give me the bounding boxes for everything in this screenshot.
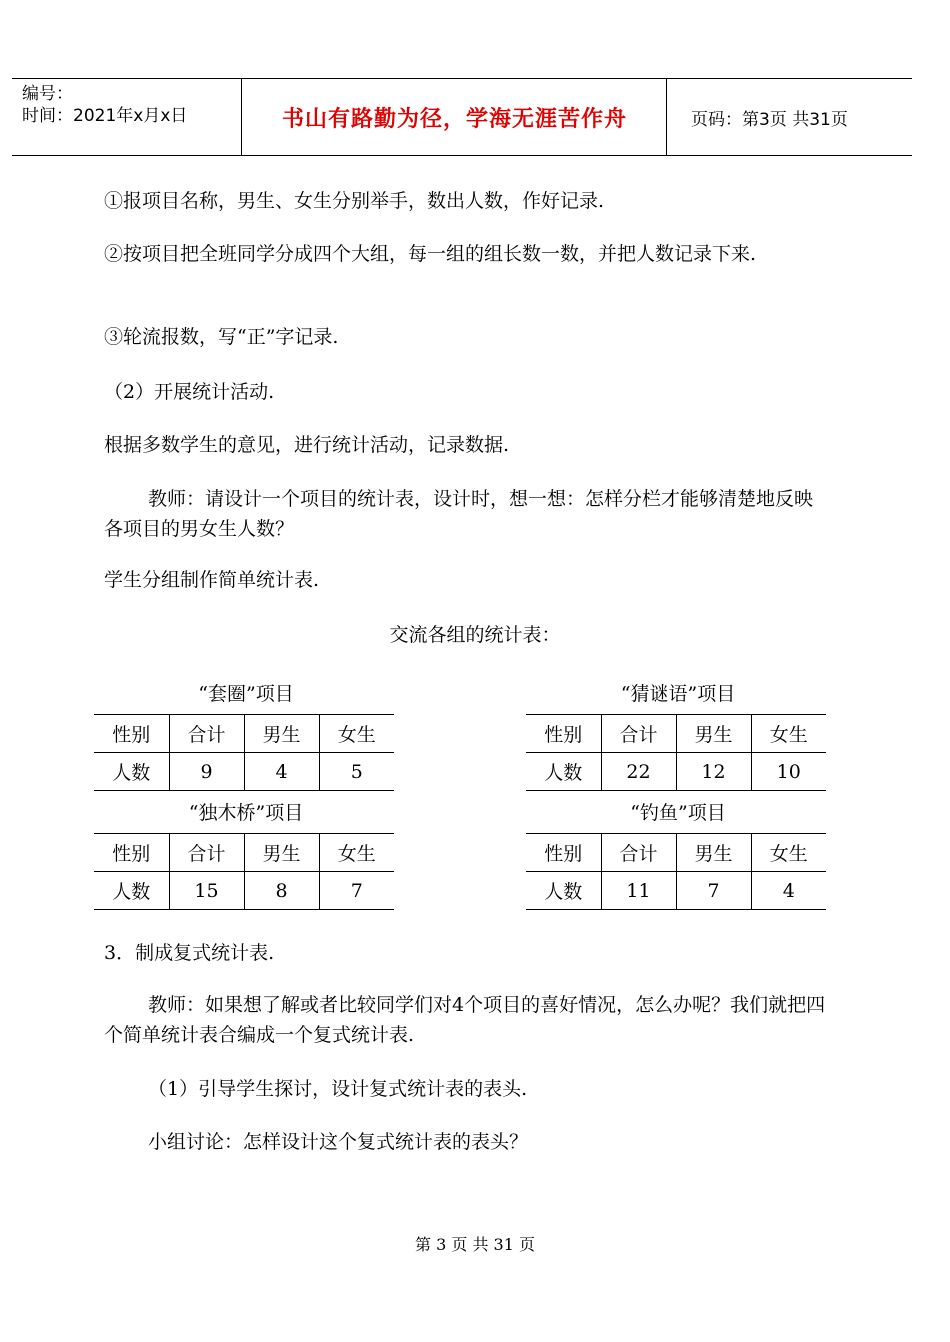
paragraph: 根据多数学生的意见，进行统计活动，记录数据. bbox=[104, 434, 510, 456]
table-cell: 4 bbox=[244, 753, 319, 791]
paragraph: 学生分组制作简单统计表. bbox=[104, 569, 320, 591]
header-meta bbox=[22, 83, 242, 127]
time-label: 时间：2021年x月x日 bbox=[22, 106, 188, 126]
table-cell: 人数 bbox=[94, 872, 169, 910]
table-cell: 性别 bbox=[526, 834, 601, 872]
table-cell: 男生 bbox=[244, 834, 319, 872]
table-cell: 12 bbox=[676, 753, 751, 791]
table-cell: 人数 bbox=[94, 753, 169, 791]
table-caption: “猜谜语”项目 bbox=[620, 683, 736, 705]
section-heading: 3．制成复式统计表. bbox=[104, 942, 275, 964]
table-cell: 合计 bbox=[169, 715, 244, 753]
table-cell: 4 bbox=[751, 872, 826, 910]
table-row bbox=[94, 753, 394, 791]
table-cell: 10 bbox=[751, 753, 826, 791]
table-cell: 女生 bbox=[751, 715, 826, 753]
number-label: 编号： bbox=[22, 84, 73, 104]
table-cell: 7 bbox=[676, 872, 751, 910]
table-cell: 合计 bbox=[601, 715, 676, 753]
table-row bbox=[526, 753, 826, 791]
paragraph: 小组讨论：怎样设计这个复式统计表的表头？ bbox=[148, 1131, 529, 1153]
table-cell: 性别 bbox=[94, 834, 169, 872]
stats-table-ring-toss bbox=[94, 714, 394, 791]
table-cell: 人数 bbox=[526, 872, 601, 910]
paragraph: ③轮流报数，写“正”字记录. bbox=[104, 326, 339, 348]
page-footer: 第 3 页 共 31 页 bbox=[415, 1235, 535, 1254]
table-cell: 7 bbox=[319, 872, 394, 910]
table-cell: 5 bbox=[319, 753, 394, 791]
motto: 书山有路勤为径，学海无涯苦作舟 bbox=[281, 105, 627, 132]
table-header-row bbox=[526, 715, 826, 753]
table-caption: “套圈”项目 bbox=[198, 683, 294, 705]
table-cell: 22 bbox=[601, 753, 676, 791]
page-info: 页码：第3页 共31页 bbox=[691, 109, 848, 130]
stats-table-log-bridge bbox=[94, 833, 394, 910]
table-cell: 性别 bbox=[94, 715, 169, 753]
table-header-row bbox=[526, 834, 826, 872]
paragraph: 教师：请设计一个项目的统计表，设计时，想一想：怎样分栏才能够清楚地反映各项目的男女生人数？ bbox=[104, 488, 814, 540]
table-cell: 女生 bbox=[319, 834, 394, 872]
table-cell: 男生 bbox=[244, 715, 319, 753]
table-caption: “独木桥”项目 bbox=[188, 802, 304, 824]
table-cell: 9 bbox=[169, 753, 244, 791]
table-cell: 11 bbox=[601, 872, 676, 910]
stats-table-riddles bbox=[526, 714, 826, 791]
table-cell: 性别 bbox=[526, 715, 601, 753]
table-header-row bbox=[94, 834, 394, 872]
paragraph: （1）引导学生探讨，设计复式统计表的表头. bbox=[148, 1078, 528, 1100]
table-cell: 合计 bbox=[601, 834, 676, 872]
table-cell: 女生 bbox=[319, 715, 394, 753]
table-cell: 合计 bbox=[169, 834, 244, 872]
table-cell: 人数 bbox=[526, 753, 601, 791]
stats-table-fishing bbox=[526, 833, 826, 910]
table-cell: 8 bbox=[244, 872, 319, 910]
table-caption: “钓鱼”项目 bbox=[630, 802, 726, 824]
header-divider bbox=[666, 79, 667, 155]
table-cell: 15 bbox=[169, 872, 244, 910]
paragraph: 教师：如果想了解或者比较同学们对4个项目的喜好情况，怎么办呢？我们就把四个简单统计表合编成一个复式统计表. bbox=[104, 994, 826, 1046]
table-header-row bbox=[94, 715, 394, 753]
document-header bbox=[12, 78, 912, 156]
tables-intro: 交流各组的统计表： bbox=[389, 624, 561, 646]
table-cell: 男生 bbox=[676, 834, 751, 872]
table-cell: 男生 bbox=[676, 715, 751, 753]
table-cell: 女生 bbox=[751, 834, 826, 872]
table-row bbox=[526, 872, 826, 910]
paragraph: ②按项目把全班同学分成四个大组，每一组的组长数一数，并把人数记录下来. bbox=[104, 243, 757, 265]
table-row bbox=[94, 872, 394, 910]
paragraph: （2）开展统计活动. bbox=[104, 381, 275, 403]
paragraph: ①报项目名称，男生、女生分别举手，数出人数，作好记录. bbox=[104, 190, 605, 212]
